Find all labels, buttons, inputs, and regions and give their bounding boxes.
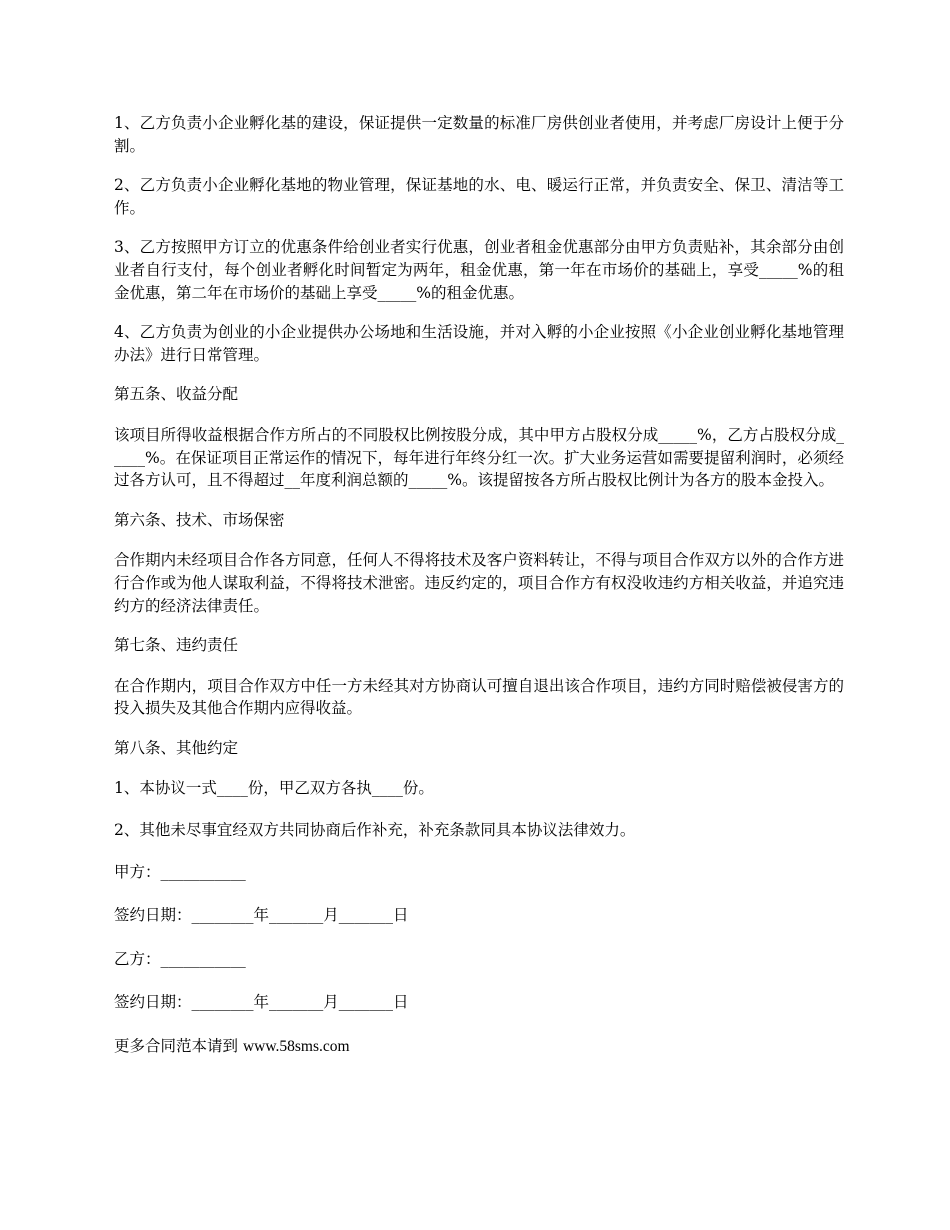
article-5-body: 该项目所得收益根据合作方所占的不同股权比例按股分成，其中甲方占股权分成_____%，乙方占股权分成_____%。在保证项目正常运作的情况下，每年进行年终分红一次。扩大业务运营如需要提留利润时，必须经过各方认可，且不得超过__年度利润总额的_____%。该提留按各方所占股权比例计为各方的股本金投入。 — [114, 425, 844, 490]
footer-note — [114, 1035, 844, 1059]
contract-page — [114, 112, 844, 1059]
footer-website-link[interactable]: www.58sms.com — [242, 1038, 350, 1056]
article-8-item-1: 1、本协议一式____份，甲乙双方各执____份。 — [114, 779, 434, 798]
party-a-sign-date: 签约日期：________年_______月_______日 — [114, 906, 409, 925]
article-6-heading: 第六条、技术、市场保密 — [114, 510, 285, 529]
party-b-signature: 乙方：___________ — [114, 949, 246, 968]
article-7-heading: 第七条、违约责任 — [114, 636, 239, 655]
article-8-item-2: 2、其他未尽事宜经双方共同协商后作补充，补充条款同具本协议法律效力。 — [114, 821, 636, 840]
clause-1: 1、乙方负责小企业孵化基的建设，保证提供一定数量的标准厂房供创业者使用，并考虑厂房设计上便于分割。 — [114, 114, 844, 155]
article-5-heading: 第五条、收益分配 — [114, 385, 239, 404]
clause-3: 3、乙方按照甲方订立的优惠条件给创业者实行优惠，创业者租金优惠部分由甲方负责贴补，其余部分由创业者自行支付，每个创业者孵化时间暂定为两年，租金优惠，第一年在市场价的基础上，享受_____%的租金优惠，第二年在市场价的基础上享受_____%的租金优惠。 — [114, 238, 844, 302]
footer-text: 更多合同范本请到 — [114, 1037, 239, 1056]
clause-4: 4、乙方负责为创业的小企业提供办公场地和生活设施，并对入孵的小企业按照《小企业创业孵化基地管理办法》进行日常管理。 — [114, 323, 844, 364]
article-8-heading: 第八条、其他约定 — [114, 738, 239, 757]
article-6-body: 合作期内未经项目合作各方同意，任何人不得将技术及客户资料转让，不得与项目合作双方以外的合作方进行合作或为他人谋取利益，不得将技术泄密。违反约定的，项目合作方有权没收违约方相关收益，并追究违约方的经济法律责任。 — [114, 551, 844, 615]
clause-2: 2、乙方负责小企业孵化基地的物业管理，保证基地的水、电、暖运行正常，并负责安全、保卫、清洁等工作。 — [114, 176, 844, 217]
party-b-sign-date: 签约日期：________年_______月_______日 — [114, 993, 409, 1012]
party-a-signature: 甲方：___________ — [114, 862, 246, 881]
article-7-body: 在合作期内，项目合作双方中任一方未经其对方协商认可擅自退出该合作项目，违约方同时赔偿被侵害方的投入损失及其他合作期内应得收益。 — [114, 676, 844, 718]
